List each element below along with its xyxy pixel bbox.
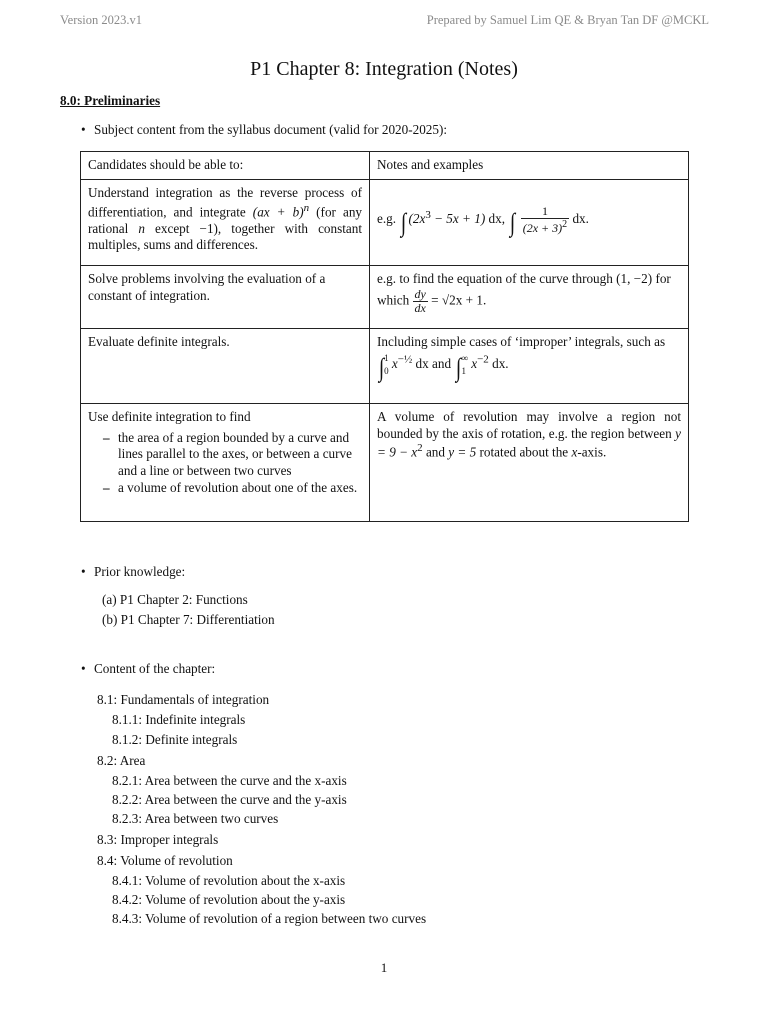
cell-text: and xyxy=(425,444,445,460)
table-cell-notes xyxy=(370,179,689,265)
list-item: – the area of a region bounded by a curve and lines parallel to the axes, or between a curve and a line or between two curves xyxy=(88,430,362,480)
integral-sign: ∫ xyxy=(378,352,385,382)
list-item: – a volume of revolution about one of the axes. xyxy=(88,480,362,497)
math-expr: y = 9 − x xyxy=(377,425,681,460)
math-dx: dx. xyxy=(492,355,509,371)
toc-item: 8.4.3: Volume of revolution of a region between two curves xyxy=(112,911,427,926)
math-expr: = √2x + 1. xyxy=(427,292,487,308)
objective-sublist xyxy=(88,430,362,497)
lower-limit: 1 xyxy=(461,365,466,376)
integral-sign: ∫ xyxy=(456,352,462,382)
table-row xyxy=(81,179,689,265)
toc-item: 8.2.3: Area between two curves xyxy=(112,811,279,826)
math-expr: (ax + b) xyxy=(252,203,304,219)
math-expr: − 5x + 1) xyxy=(430,211,486,227)
bullet-syllabus xyxy=(81,122,447,139)
section-heading: 8.0: Preliminaries xyxy=(60,93,161,108)
bullet-syllabus-text: Subject content from the syllabus document (valid for 2020-2025): xyxy=(94,122,448,137)
math-var: x xyxy=(471,355,478,371)
math-exponent: −½ xyxy=(397,353,413,366)
math-dx: dx, xyxy=(488,211,506,227)
math-var: x xyxy=(391,355,398,371)
table-header-row xyxy=(81,152,689,180)
cell-text: and xyxy=(432,355,452,371)
bullet-prior-knowledge xyxy=(81,564,185,581)
integral-sign: ∫ xyxy=(401,208,407,238)
fraction xyxy=(413,288,428,315)
cell-text: rotated about the xyxy=(479,444,569,460)
math-exponent: 2 xyxy=(562,219,568,231)
fraction xyxy=(521,205,569,235)
prior-item: (b) P1 Chapter 7: Differentiation xyxy=(102,612,275,627)
table-cell-objective xyxy=(81,403,370,521)
integral-limits xyxy=(384,352,389,377)
page-number: 1 xyxy=(380,960,388,975)
table-cell-notes xyxy=(370,265,689,328)
toc-item: 8.2.1: Area between the curve and the x-axis xyxy=(112,773,347,788)
toc-item: 8.4: Volume of revolution xyxy=(97,853,233,868)
cell-text: e.g. xyxy=(377,211,397,227)
cell-text: A volume of revolution may involve a region not bounded by the axis of rotation, e.g. the region between xyxy=(377,408,681,441)
page-title: P1 Chapter 8: Integration (Notes) xyxy=(250,58,518,80)
table-header-right: Notes and examples xyxy=(370,152,689,180)
toc-item: 8.2: Area xyxy=(97,753,146,768)
upper-limit: ∞ xyxy=(461,352,468,363)
syllabus-table xyxy=(80,151,689,522)
toc-item: 8.1.2: Definite integrals xyxy=(112,732,238,747)
table-cell-objective xyxy=(81,179,370,265)
integral-limits xyxy=(462,352,468,377)
toc-item: 8.4.1: Volume of revolution about the x-axis xyxy=(112,873,346,888)
math-exponent: 2 xyxy=(417,442,423,455)
table-cell-notes xyxy=(370,328,689,403)
fraction-numerator: 1 xyxy=(521,205,569,219)
math-exponent: 3 xyxy=(425,208,431,221)
cell-text: (for any rational xyxy=(88,203,363,236)
bullet-content-text: Content of the chapter: xyxy=(94,661,216,676)
math-expr: (2x xyxy=(408,211,426,227)
toc-item: 8.1.1: Indefinite integrals xyxy=(112,712,246,727)
math-expr: (2x + 3) xyxy=(522,221,563,236)
prepared-by-label: Prepared by Samuel Lim QE & Bryan Tan DF @MCKL xyxy=(426,13,709,27)
cell-text: Use definite integration to find xyxy=(88,408,251,424)
table-cell-objective: Evaluate definite integrals. xyxy=(81,328,370,403)
table-row xyxy=(81,403,689,521)
math-dx: dx xyxy=(415,355,429,371)
lower-limit: 0 xyxy=(384,365,389,376)
cell-text: except −1), together with constant multiples, sums and differences. xyxy=(88,220,363,253)
fraction-denominator: dx xyxy=(414,300,426,315)
bullet-chapter-content xyxy=(81,661,215,678)
math-expr: y = 5 xyxy=(448,444,477,460)
table-cell-objective: Solve problems involving the evaluation of a constant of integration. xyxy=(81,265,370,328)
toc-item: 8.1: Fundamentals of integration xyxy=(97,692,270,707)
fraction-numerator: dy xyxy=(414,286,426,301)
toc-item: 8.2.2: Area between the curve and the y-axis xyxy=(112,792,347,807)
cell-text: -axis. xyxy=(577,444,607,460)
version-label: Version 2023.v1 xyxy=(60,13,142,27)
table-cell-notes xyxy=(370,403,689,521)
fraction-denominator xyxy=(521,219,569,235)
math-exponent: n xyxy=(303,201,310,214)
integral-sign: ∫ xyxy=(510,208,516,238)
toc-item: 8.3: Improper integrals xyxy=(97,832,219,847)
table-header-left: Candidates should be able to: xyxy=(81,152,370,180)
table-row xyxy=(81,265,689,328)
upper-limit: 1 xyxy=(384,352,389,363)
cell-text: e.g. to find the equation of the curve through (1, −2) for which xyxy=(377,270,671,308)
cell-text: Including simple cases of ‘improper’ integrals, such as xyxy=(377,333,666,349)
table-row xyxy=(81,328,689,403)
math-dx: dx. xyxy=(572,211,589,227)
toc-item: 8.4.2: Volume of revolution about the y-axis xyxy=(112,892,346,907)
math-exponent: −2 xyxy=(477,353,489,366)
math-var: n xyxy=(138,220,145,236)
math-var: x xyxy=(571,444,578,460)
bullet-prior-text: Prior knowledge: xyxy=(94,564,186,579)
cell-text: Understand integration as the reverse process of differentiation, and integrate xyxy=(88,184,362,219)
prior-item: (a) P1 Chapter 2: Functions xyxy=(102,592,248,607)
